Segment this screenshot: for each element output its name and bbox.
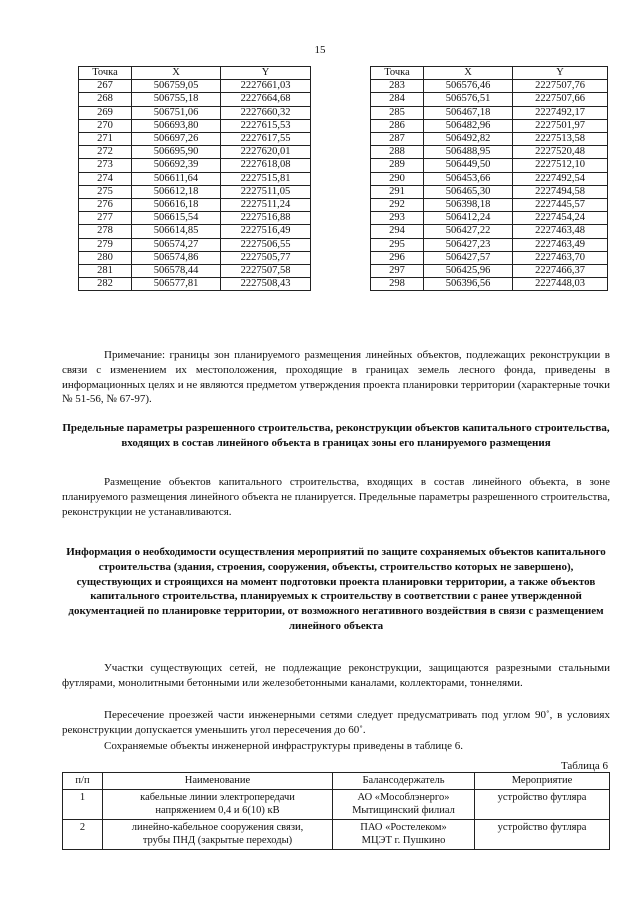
paragraph-crossing-angle: Пересечение проезжей части инженерными сетями следует предусматривать под углом 90˚, в условиях реконструкции допускается уменьшить угол пересечения до 60˚. xyxy=(62,709,610,736)
y-coordinate-cell: 2227660,32 xyxy=(221,106,311,119)
table-row xyxy=(63,819,610,849)
column-header-x: X xyxy=(424,67,513,80)
table-header-row xyxy=(79,67,311,80)
x-coordinate-cell: 506693,80 xyxy=(132,119,221,132)
point-number-cell: 296 xyxy=(371,251,424,264)
x-coordinate-cell: 506578,44 xyxy=(132,265,221,278)
y-coordinate-cell: 2227492,54 xyxy=(513,172,608,185)
point-number-cell: 270 xyxy=(79,119,132,132)
table-row xyxy=(79,146,311,159)
row-number-cell xyxy=(63,819,103,849)
point-number-cell: 283 xyxy=(371,80,424,93)
action-cell xyxy=(475,819,610,849)
table-row xyxy=(371,212,608,225)
y-coordinate-cell: 2227618,08 xyxy=(221,159,311,172)
point-number-cell: 272 xyxy=(79,146,132,159)
section-heading-parameters: Предельные параметры разрешенного строительства, реконструкции объектов капитального строительства, входящих в состав линейного объекта в границах зоны его планируемого размещения xyxy=(62,422,610,449)
y-coordinate-cell: 2227617,55 xyxy=(221,133,311,146)
table-caption: Таблица 6 xyxy=(560,760,608,772)
table-row xyxy=(79,133,311,146)
infrastructure-table xyxy=(62,772,610,850)
table-row xyxy=(371,238,608,251)
coordinates-table-right xyxy=(370,66,608,291)
y-coordinate-cell: 2227505,77 xyxy=(221,251,311,264)
point-number-cell: 279 xyxy=(79,238,132,251)
point-number-cell: 298 xyxy=(371,278,424,291)
y-coordinate-cell: 2227494,58 xyxy=(513,185,608,198)
x-coordinate-cell: 506612,18 xyxy=(132,185,221,198)
coordinates-table-left xyxy=(78,66,311,291)
point-number-cell: 288 xyxy=(371,146,424,159)
point-number-cell: 268 xyxy=(79,93,132,106)
action-line: устройство футляра xyxy=(497,791,587,803)
table-row xyxy=(79,185,311,198)
table-row xyxy=(371,251,608,264)
y-coordinate-cell: 2227501,97 xyxy=(513,119,608,132)
table-row xyxy=(79,80,311,93)
row-number-cell xyxy=(63,789,103,819)
y-coordinate-cell: 2227463,70 xyxy=(513,251,608,264)
x-coordinate-cell: 506695,90 xyxy=(132,146,221,159)
action-cell xyxy=(475,789,610,819)
section-heading-protection: Информация о необходимости осуществления мероприятий по защите сохраняемых объектов капитального строительства (здания, строения, сооружения, объекты, строительство которых не завершено), существующих и строящихся на момент подготовки проекта планировки территории, а также объектов капитального строительства, планируемых к строительству в соответствии с ранее утвержденной документацией по планировке территории, от возможного негативного воздействия в связи с размещением линейного объекта xyxy=(66,546,606,632)
point-number-cell: 278 xyxy=(79,225,132,238)
point-number-cell: 291 xyxy=(371,185,424,198)
table-row xyxy=(79,119,311,132)
table-row xyxy=(371,93,608,106)
point-number-cell: 280 xyxy=(79,251,132,264)
table-row xyxy=(371,225,608,238)
table-header-row xyxy=(63,773,610,790)
point-number-cell: 297 xyxy=(371,265,424,278)
holder-line: МЦЭТ г. Пушкино xyxy=(361,835,446,846)
x-coordinate-cell: 506427,57 xyxy=(424,251,513,264)
table-row xyxy=(79,212,311,225)
x-coordinate-cell: 506482,96 xyxy=(424,119,513,132)
holder-line: АО «Мособлэнерго» xyxy=(357,791,450,803)
point-number-cell: 287 xyxy=(371,133,424,146)
y-coordinate-cell: 2227507,58 xyxy=(221,265,311,278)
point-number-cell: 277 xyxy=(79,212,132,225)
x-coordinate-cell: 506427,22 xyxy=(424,225,513,238)
y-coordinate-cell: 2227515,81 xyxy=(221,172,311,185)
x-coordinate-cell: 506751,06 xyxy=(132,106,221,119)
x-coordinate-cell: 506759,05 xyxy=(132,80,221,93)
y-coordinate-cell: 2227448,03 xyxy=(513,278,608,291)
name-line: трубы ПНД (закрытые переходы) xyxy=(142,835,293,846)
table-row xyxy=(79,93,311,106)
table-row xyxy=(79,225,311,238)
name-line: линейно-кабельное сооружения связи, xyxy=(131,821,304,833)
point-number-cell: 289 xyxy=(371,159,424,172)
table-row xyxy=(79,172,311,185)
table-row xyxy=(371,159,608,172)
x-coordinate-cell: 506577,81 xyxy=(132,278,221,291)
y-coordinate-cell: 2227466,37 xyxy=(513,265,608,278)
name-cell xyxy=(103,789,333,819)
column-header-point: Точка xyxy=(371,67,424,80)
y-coordinate-cell: 2227520,48 xyxy=(513,146,608,159)
table-row xyxy=(371,80,608,93)
holder-cell xyxy=(333,789,475,819)
point-number-cell: 271 xyxy=(79,133,132,146)
point-number-cell: 293 xyxy=(371,212,424,225)
row-number-line: 2 xyxy=(79,821,86,833)
x-coordinate-cell: 506488,95 xyxy=(424,146,513,159)
paragraph-parameters: Размещение объектов капитального строительства, входящих в состав линейного объекта, в зоне планируемого размещения линейного объекта не планируется. Предельные параметры разрешенного строительства, реконструкции не устанавливаются. xyxy=(62,476,610,518)
point-number-cell: 273 xyxy=(79,159,132,172)
table-row xyxy=(371,119,608,132)
x-coordinate-cell: 506453,66 xyxy=(424,172,513,185)
x-coordinate-cell: 506692,39 xyxy=(132,159,221,172)
y-coordinate-cell: 2227620,01 xyxy=(221,146,311,159)
y-coordinate-cell: 2227508,43 xyxy=(221,278,311,291)
table-row xyxy=(371,106,608,119)
table-header-row xyxy=(371,67,608,80)
y-coordinate-cell: 2227511,24 xyxy=(221,199,311,212)
paragraph-existing-networks: Участки существующих сетей, не подлежащие реконструкции, защищаются разрезными стальными футлярами, монолитными бетонными или железобетонными каналами, коллекторами, тоннелями. xyxy=(62,662,610,689)
y-coordinate-cell: 2227512,10 xyxy=(513,159,608,172)
column-header-action: Мероприятие xyxy=(475,773,610,790)
point-number-cell: 276 xyxy=(79,199,132,212)
y-coordinate-cell: 2227664,68 xyxy=(221,93,311,106)
table-row xyxy=(371,278,608,291)
point-number-cell: 284 xyxy=(371,93,424,106)
x-coordinate-cell: 506755,18 xyxy=(132,93,221,106)
y-coordinate-cell: 2227661,03 xyxy=(221,80,311,93)
table-row xyxy=(79,278,311,291)
x-coordinate-cell: 506465,30 xyxy=(424,185,513,198)
table-row xyxy=(79,159,311,172)
table-row xyxy=(79,199,311,212)
table-row xyxy=(371,199,608,212)
point-number-cell: 286 xyxy=(371,119,424,132)
y-coordinate-cell: 2227507,66 xyxy=(513,93,608,106)
point-number-cell: 274 xyxy=(79,172,132,185)
y-coordinate-cell: 2227492,17 xyxy=(513,106,608,119)
x-coordinate-cell: 506396,56 xyxy=(424,278,513,291)
x-coordinate-cell: 506574,86 xyxy=(132,251,221,264)
column-header-point: Точка xyxy=(79,67,132,80)
y-coordinate-cell: 2227615,53 xyxy=(221,119,311,132)
name-line: напряжением 0,4 и 6(10) кВ xyxy=(155,805,280,816)
point-number-cell: 281 xyxy=(79,265,132,278)
column-header-x: X xyxy=(132,67,221,80)
table-row xyxy=(371,146,608,159)
x-coordinate-cell: 506492,82 xyxy=(424,133,513,146)
page-number: 15 xyxy=(314,44,326,56)
y-coordinate-cell: 2227463,49 xyxy=(513,238,608,251)
column-header-name: Наименование xyxy=(103,773,333,790)
row-number-line: 1 xyxy=(79,791,86,803)
paragraph-table-reference: Сохраняемые объекты инженерной инфраструктуры приведены в таблице 6. xyxy=(104,740,464,752)
x-coordinate-cell: 506412,24 xyxy=(424,212,513,225)
x-coordinate-cell: 506615,54 xyxy=(132,212,221,225)
x-coordinate-cell: 506614,85 xyxy=(132,225,221,238)
x-coordinate-cell: 506467,18 xyxy=(424,106,513,119)
column-header-holder: Балансодержатель xyxy=(333,773,475,790)
x-coordinate-cell: 506576,51 xyxy=(424,93,513,106)
x-coordinate-cell: 506427,23 xyxy=(424,238,513,251)
table-row xyxy=(79,251,311,264)
holder-cell xyxy=(333,819,475,849)
point-number-cell: 290 xyxy=(371,172,424,185)
point-number-cell: 292 xyxy=(371,199,424,212)
x-coordinate-cell: 506576,46 xyxy=(424,80,513,93)
action-line: устройство футляра xyxy=(497,821,587,833)
holder-line: ПАО «Ростелеком» xyxy=(360,821,447,833)
point-number-cell: 269 xyxy=(79,106,132,119)
y-coordinate-cell: 2227511,05 xyxy=(221,185,311,198)
table-row xyxy=(371,133,608,146)
point-number-cell: 294 xyxy=(371,225,424,238)
x-coordinate-cell: 506611,64 xyxy=(132,172,221,185)
point-number-cell: 267 xyxy=(79,80,132,93)
y-coordinate-cell: 2227516,88 xyxy=(221,212,311,225)
x-coordinate-cell: 506697,26 xyxy=(132,133,221,146)
column-header-y: Y xyxy=(513,67,608,80)
table-row xyxy=(79,106,311,119)
y-coordinate-cell: 2227445,57 xyxy=(513,199,608,212)
table-row xyxy=(79,265,311,278)
x-coordinate-cell: 506574,27 xyxy=(132,238,221,251)
x-coordinate-cell: 506398,18 xyxy=(424,199,513,212)
x-coordinate-cell: 506425,96 xyxy=(424,265,513,278)
x-coordinate-cell: 506616,18 xyxy=(132,199,221,212)
note-paragraph: Примечание: границы зон планируемого размещения линейных объектов, подлежащих реконструкции в связи с изменением их местоположения, проходящие в границах земель лесного фонда, приведены в информационных целях и не являются предметом утверждения проекта планировки территории (характерные точки № 51-56, № 67-97). xyxy=(62,349,610,406)
point-number-cell: 285 xyxy=(371,106,424,119)
y-coordinate-cell: 2227463,48 xyxy=(513,225,608,238)
name-line: кабельные линии электропередачи xyxy=(140,791,295,803)
column-header-y: Y xyxy=(221,67,311,80)
y-coordinate-cell: 2227506,55 xyxy=(221,238,311,251)
table-row xyxy=(371,172,608,185)
column-header-number: п/п xyxy=(63,773,103,790)
y-coordinate-cell: 2227507,76 xyxy=(513,80,608,93)
point-number-cell: 275 xyxy=(79,185,132,198)
table-row xyxy=(371,265,608,278)
point-number-cell: 295 xyxy=(371,238,424,251)
point-number-cell: 282 xyxy=(79,278,132,291)
y-coordinate-cell: 2227454,24 xyxy=(513,212,608,225)
y-coordinate-cell: 2227516,49 xyxy=(221,225,311,238)
table-row xyxy=(79,238,311,251)
name-cell xyxy=(103,819,333,849)
y-coordinate-cell: 2227513,58 xyxy=(513,133,608,146)
holder-line: Мытищинский филиал xyxy=(352,805,455,816)
table-row xyxy=(63,789,610,819)
x-coordinate-cell: 506449,50 xyxy=(424,159,513,172)
table-row xyxy=(371,185,608,198)
